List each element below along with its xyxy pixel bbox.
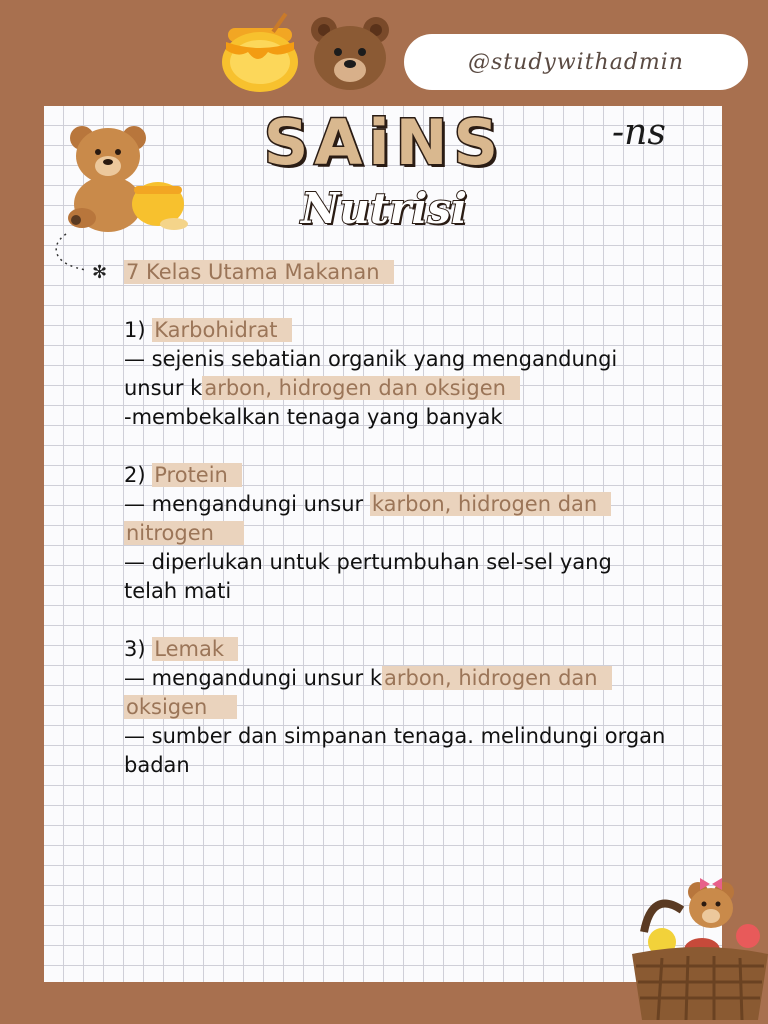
section-1-title: 1) Karbohidrat [124,316,714,345]
section-3-title: 3) Lemak [124,635,714,664]
section-2-line-3: — diperlukan untuk pertumbuhan sel-sel yang [124,550,612,574]
section-2-line-2: nitrogen [124,519,714,548]
bee-icon: ✻ [92,262,108,283]
bear-face-icon [308,14,392,98]
section-2-line-1: — mengandungi unsur karbon, hidrogen dan [124,490,714,519]
section-3-line-3: — sumber dan simpanan tenaga. melindungi organ [124,724,666,748]
section-heading: 7 Kelas Utama Makanan [124,258,714,287]
handle-text: @studywithadmin [468,49,684,75]
section-3-line-2: oksigen [124,693,714,722]
page-title: SAiNS [263,106,505,179]
page-subtitle: Nutrisi [300,184,467,233]
section-1-line-3: -membekalkan tenaga yang banyak [124,405,503,429]
picnic-basket-bear-icon [632,870,768,1024]
author-initials: -ns [612,112,666,153]
section-1-line-2: unsur karbon, hidrogen dan oksigen [124,374,714,403]
honey-jar-icon [218,10,302,98]
dotted-trail-icon [52,232,92,276]
section-1-line-1: — sejenis sebatian organik yang mengandungi [124,347,618,371]
section-2-title: 2) Protein [124,461,714,490]
section-3-line-4: badan [124,753,190,777]
notes-content [124,258,714,780]
section-2-line-4: telah mati [124,579,232,603]
section-3-line-1: — mengandungi unsur karbon, hidrogen dan [124,664,714,693]
handle-badge [404,34,748,90]
